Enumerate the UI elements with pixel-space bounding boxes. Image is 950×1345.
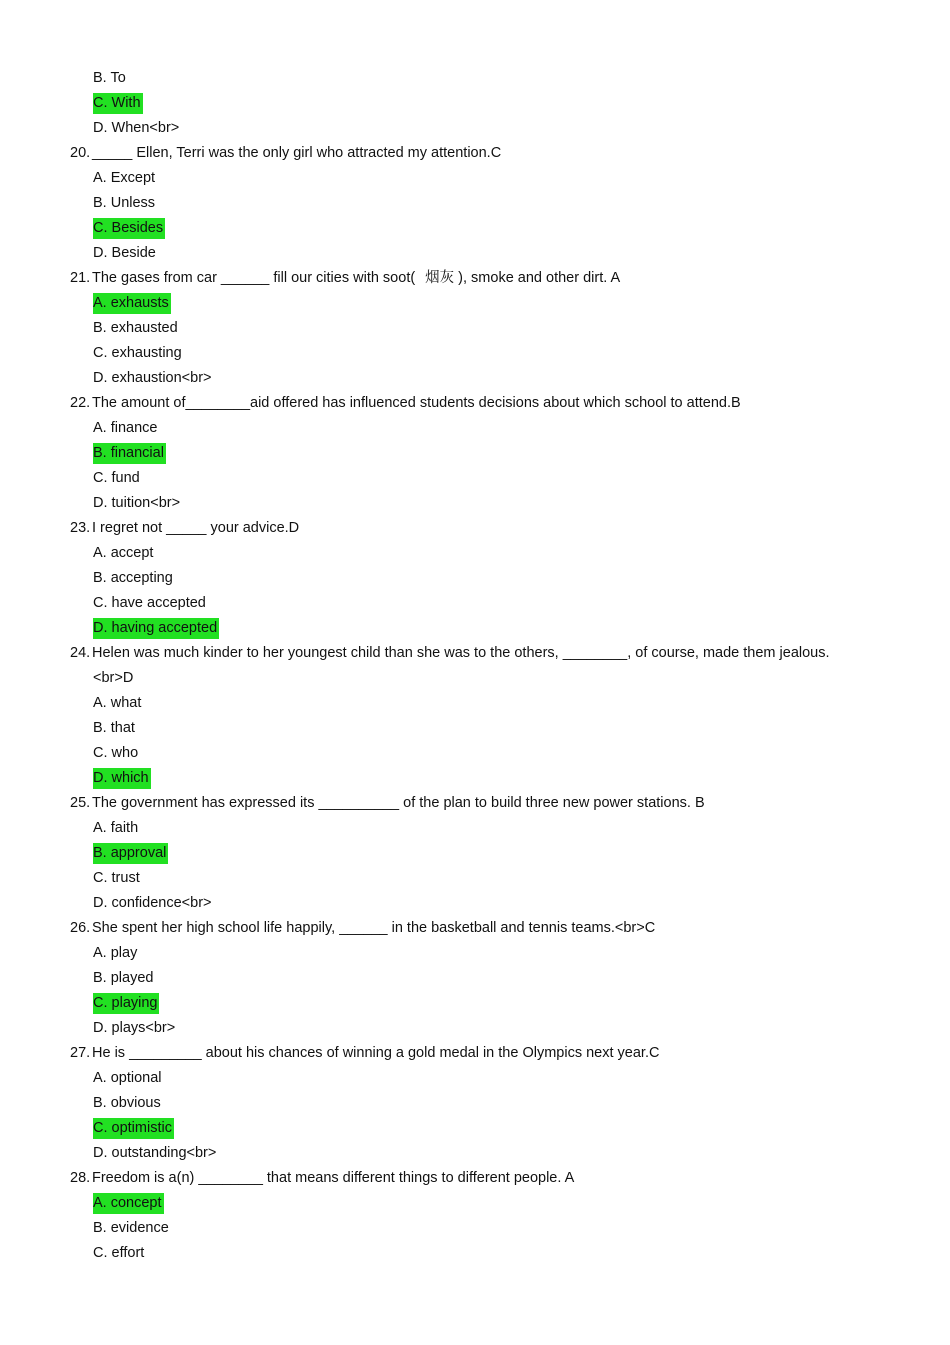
option-text: C. With xyxy=(93,93,143,114)
option-text: C. playing xyxy=(93,993,159,1014)
option-line xyxy=(0,466,950,491)
option-text: D. Beside xyxy=(93,245,156,261)
question-number: 20. xyxy=(70,145,91,161)
option-line xyxy=(0,1241,950,1266)
option-text: B. exhausted xyxy=(93,320,178,336)
question-number: 25. xyxy=(70,795,91,811)
option-text: C. who xyxy=(93,745,139,761)
option-text: A. accept xyxy=(93,545,154,561)
option-line xyxy=(0,816,950,841)
option-text: A. what xyxy=(93,695,142,711)
option-text: B. accepting xyxy=(93,570,173,586)
option-line-correct xyxy=(0,91,950,116)
question-27 xyxy=(0,1041,950,1066)
question-21 xyxy=(0,266,950,291)
option-line-correct xyxy=(0,1191,950,1216)
option-text: B. approval xyxy=(93,843,168,864)
question-25 xyxy=(0,791,950,816)
option-text: A. optional xyxy=(93,1070,162,1086)
option-line xyxy=(0,891,950,916)
option-line-correct xyxy=(0,841,950,866)
question-prompt-cjk: 烟灰 xyxy=(425,270,455,286)
question-prompt: I regret not _____ your advice.D xyxy=(92,520,300,536)
question-23 xyxy=(0,516,950,541)
option-text: C. fund xyxy=(93,470,140,486)
question-prompt: The government has expressed its __________ of the plan to build three new power stations. B xyxy=(92,795,705,811)
option-text: C. Besides xyxy=(93,218,165,239)
question-number: 23. xyxy=(70,520,91,536)
option-text: D. having accepted xyxy=(93,618,219,639)
question-26 xyxy=(0,916,950,941)
question-prompt: She spent her high school life happily, ______ in the basketball and tennis teams.<br>C xyxy=(92,920,656,936)
option-text: B. To xyxy=(93,70,126,86)
question-prompt-before: The gases from car ______ fill our cities with soot( xyxy=(92,270,416,286)
option-line xyxy=(0,691,950,716)
option-line-correct xyxy=(0,616,950,641)
option-line xyxy=(0,166,950,191)
question-number: 27. xyxy=(70,1045,91,1061)
option-line xyxy=(0,241,950,266)
option-line xyxy=(0,116,950,141)
option-text: D. outstanding<br> xyxy=(93,1145,217,1161)
question-20 xyxy=(0,141,950,166)
option-text: A. play xyxy=(93,945,138,961)
option-line xyxy=(0,941,950,966)
question-prompt: The amount of________aid offered has influenced students decisions about which school to attend.B xyxy=(92,395,741,411)
option-line xyxy=(0,1141,950,1166)
question-prompt: Helen was much kinder to her youngest child than she was to the others, ________, of course, made them jealous. xyxy=(92,645,830,661)
option-line xyxy=(0,866,950,891)
option-text: D. plays<br> xyxy=(93,1020,176,1036)
option-line xyxy=(0,366,950,391)
option-text: C. have accepted xyxy=(93,595,206,611)
question-24-continuation xyxy=(0,666,950,691)
option-text: A. faith xyxy=(93,820,139,836)
option-line-correct xyxy=(0,766,950,791)
option-line xyxy=(0,316,950,341)
option-line xyxy=(0,716,950,741)
question-number: 26. xyxy=(70,920,91,936)
option-text: A. exhausts xyxy=(93,293,171,314)
option-line xyxy=(0,1066,950,1091)
option-text: B. that xyxy=(93,720,135,736)
question-prompt-cont: <br>D xyxy=(93,670,134,686)
question-prompt: Freedom is a(n) ________ that means different things to different people. A xyxy=(92,1170,575,1186)
question-number: 28. xyxy=(70,1170,91,1186)
option-line-correct xyxy=(0,991,950,1016)
option-line-correct xyxy=(0,216,950,241)
option-text: C. optimistic xyxy=(93,1118,174,1139)
exam-page xyxy=(0,66,950,1266)
option-text: B. financial xyxy=(93,443,166,464)
option-line-correct xyxy=(0,1116,950,1141)
option-line xyxy=(0,1091,950,1116)
option-text: C. exhausting xyxy=(93,345,182,361)
option-line xyxy=(0,541,950,566)
option-line xyxy=(0,591,950,616)
option-text: B. Unless xyxy=(93,195,156,211)
option-text: D. tuition<br> xyxy=(93,495,181,511)
question-22 xyxy=(0,391,950,416)
option-text: A. finance xyxy=(93,420,158,436)
question-prompt: He is _________ about his chances of winning a gold medal in the Olympics next year.C xyxy=(92,1045,660,1061)
option-line-correct xyxy=(0,441,950,466)
option-text: B. obvious xyxy=(93,1095,161,1111)
option-line xyxy=(0,566,950,591)
question-24 xyxy=(0,641,950,666)
question-number: 24. xyxy=(70,645,91,661)
option-text: B. evidence xyxy=(93,1220,169,1236)
option-text: D. which xyxy=(93,768,151,789)
option-text: C. effort xyxy=(93,1245,145,1261)
option-text: A. Except xyxy=(93,170,156,186)
option-line xyxy=(0,966,950,991)
option-line xyxy=(0,416,950,441)
option-text: D. confidence<br> xyxy=(93,895,212,911)
option-line xyxy=(0,66,950,91)
option-line xyxy=(0,341,950,366)
option-text: D. exhaustion<br> xyxy=(93,370,212,386)
option-text: D. When<br> xyxy=(93,120,180,136)
option-line xyxy=(0,491,950,516)
option-text: C. trust xyxy=(93,870,140,886)
option-line xyxy=(0,1216,950,1241)
option-line xyxy=(0,741,950,766)
option-line xyxy=(0,191,950,216)
question-prompt: _____ Ellen, Terri was the only girl who attracted my attention.C xyxy=(92,145,502,161)
option-line-correct xyxy=(0,291,950,316)
question-prompt-after: ), smoke and other dirt. A xyxy=(458,270,621,286)
option-line xyxy=(0,1016,950,1041)
option-text: A. concept xyxy=(93,1193,164,1214)
option-text: B. played xyxy=(93,970,154,986)
question-number: 21. xyxy=(70,270,91,286)
question-28 xyxy=(0,1166,950,1191)
question-number: 22. xyxy=(70,395,91,411)
